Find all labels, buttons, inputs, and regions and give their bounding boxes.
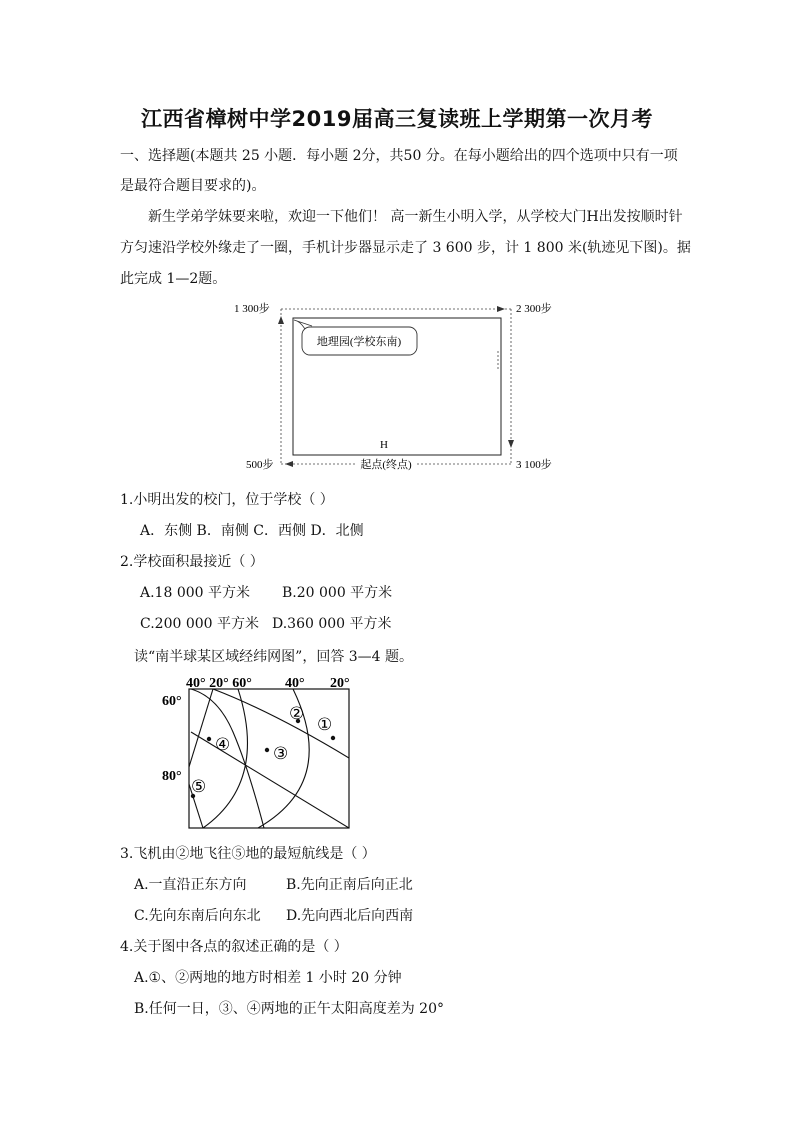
- point-2-label: ②: [289, 704, 305, 723]
- left-label-60: 60°: [162, 694, 182, 709]
- top-labels-left: 40° 20° 60°: [186, 676, 252, 691]
- arrow-up-icon: [278, 316, 284, 324]
- q3-option-b: B.先向正南后向正北: [286, 877, 413, 893]
- school-route-diagram: [230, 296, 570, 476]
- meridian-d: [189, 689, 213, 767]
- label-2300: 2 300步: [516, 303, 552, 315]
- point-3-label: ③: [273, 744, 289, 763]
- label-3100: 3 100步: [516, 459, 552, 471]
- q2-option-d: D.360 000 平方米: [272, 616, 392, 632]
- q4-option-b: B.任何一日，③、④两地的正午太阳高度差为 20°: [134, 1001, 445, 1017]
- passage1-line2: 方匀速沿学校外缘走了一圈，手机计步器显示走了 3 600 步，计 1 800 米(轨迹见下图)。据: [120, 240, 691, 256]
- arrow-right-icon: [497, 306, 505, 312]
- graticule-map: [158, 672, 358, 832]
- q2-option-b: B.20 000 平方米: [282, 585, 393, 601]
- q3-stem: 3.飞机由②地飞往⑤地的最短航线是（ ）: [120, 846, 376, 862]
- label-500: 500步: [246, 459, 274, 471]
- top-label-40: 40°: [285, 676, 305, 691]
- q4-stem: 4.关于图中各点的叙述正确的是（ ）: [120, 939, 348, 955]
- meridian-a: [191, 689, 264, 828]
- map-frame: [189, 689, 349, 828]
- callout-text: 地理园(学校东南): [316, 336, 402, 348]
- q1-stem: 1.小明出发的校门，位于学校（ ）: [120, 492, 334, 508]
- q3-option-c: C.先向东南后向东北: [134, 908, 261, 924]
- passage1-line3: 此完成 1—2题。: [120, 271, 227, 287]
- point-4-dot: [207, 737, 211, 741]
- q1-options: A．东侧 B．南侧 C．西侧 D．北侧: [140, 523, 364, 539]
- point-5-label: ⑤: [191, 777, 207, 796]
- section-instructions-line1: 一、选择题(本题共 25 小题．每小题 2分，共50 分。在每小题给出的四个选项中只有一项: [120, 148, 678, 164]
- q3-option-d: D.先向西北后向西南: [286, 908, 414, 924]
- label-1300: 1 300步: [234, 303, 270, 315]
- point-1-dot: [331, 736, 335, 740]
- q2-option-c: C.200 000 平方米: [140, 616, 260, 632]
- q3-option-a: A.一直沿正东方向: [134, 877, 247, 893]
- q2-stem: 2.学校面积最接近（ ）: [120, 554, 264, 570]
- start-label: 起点(终点): [360, 459, 412, 471]
- arrow-down-icon: [508, 440, 514, 448]
- section-instructions-line2: 是最符合题目要求的)。: [120, 178, 266, 194]
- point-1-label: ①: [317, 715, 333, 734]
- gate-h-label: H: [380, 439, 388, 451]
- left-label-80: 80°: [162, 769, 182, 784]
- point-3-dot: [265, 748, 269, 752]
- passage1-line1: 新生学弟学妹要来啦，欢迎一下他们！ 高一新生小明入学，从学校大门H出发按顺时针: [148, 209, 683, 225]
- point-4-label: ④: [215, 735, 231, 754]
- passage2: 读“南半球某区域经纬网图”，回答 3—4 题。: [134, 649, 414, 665]
- q2-option-a: A.18 000 平方米: [140, 585, 250, 601]
- page-title: 江西省樟树中学2019届高三复读班上学期第一次月考: [141, 107, 653, 131]
- arrow-left-icon: [285, 461, 293, 467]
- parallel-arc-inner: [203, 689, 247, 828]
- q4-option-a: A.①、②两地的地方时相差 1 小时 20 分钟: [134, 970, 402, 986]
- top-label-20: 20°: [330, 676, 350, 691]
